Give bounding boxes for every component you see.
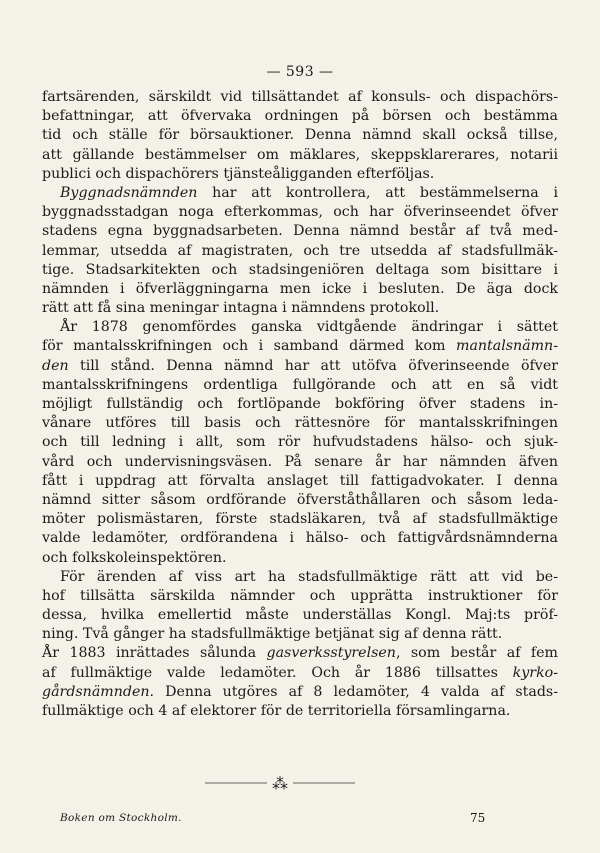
line-text: befattningar, att öfvervaka ordningen på börsen och bestämma [42,108,558,125]
text-line [42,491,558,510]
text-line [42,337,558,356]
body-text [42,88,558,721]
line-text: För ärenden af viss art ha stadsfullmäktige rätt att vid be- [60,568,558,585]
line-text: valde ledamöter, ordförandena i hälso- och fattigvårdsnämnderna [42,530,558,547]
line-text: fått i uppdrag att förvalta anslaget till fattigadvokater. I denna [42,472,558,489]
line-text: nämnden i öfverläggningarna men icke i besluten. De äga dock [42,280,558,297]
text-line [42,606,558,625]
line-text: lemmar, utsedda af magistraten, och tre utsedda af stadsfullmäk- [42,242,558,259]
text-line [42,664,558,683]
page-number: — 593 — [266,64,334,80]
italic-term: mantalsnämn- [455,338,558,355]
italic-term: den [42,357,69,374]
line-text: att gällande bestämmelser om mäklares, skeppsklarerares, notarii [42,146,558,163]
line-text: Denna utgöres af 8 ledamöter, 4 valda af stads- [154,683,558,700]
line-text: och folkskoleinspektören. [42,549,227,566]
text-line [42,702,558,721]
text-line [42,299,558,318]
line-text: vånare utföres till basis och rättesnöre för mantalsskrifningen [42,415,558,432]
svg-text:⁂: ⁂ [272,774,288,793]
line-text: byggnadsstadgan noga efterkommas, och har öfverinseendet öfver [42,204,558,221]
text-line [42,453,558,472]
text-line [42,414,558,433]
line-text: möjligt fullständig och fortlöpande bokföring öfver stadens in- [42,396,558,412]
text-line [42,510,558,529]
text-line [42,146,558,165]
line-text: dessa, hvilka emellertid måste underställas Kongl. Maj:ts pröf- [42,607,558,624]
text-line [42,242,558,261]
text-line [42,644,558,663]
line-text: mantalsskrifningens ordentliga fullgörande och att en så vidt [42,376,558,393]
line-text: fullmäktige och 4 af elektorer för de territoriella församlingarna. [42,703,511,719]
text-line [42,261,558,280]
text-line [42,472,558,491]
text-line [42,357,558,376]
line-text: År 1883 inrättades sålunda [42,645,267,662]
italic-term: gasverksstyrelsen [266,645,396,662]
text-line [42,587,558,606]
italic-term: Byggnadsnämnden [60,184,198,201]
text-line [42,318,558,337]
text-line [42,165,558,184]
line-text: vård och undervisningsväsen. På senare år har nämnden äfven [42,453,558,470]
line-text: stadens egna byggnadsarbeten. Denna nämnd består af två med- [42,223,558,240]
footer-signature-mark: 75 [470,811,486,825]
line-text: nämnd sitter såsom ordförande öfverståthållaren och såsom leda- [42,491,558,508]
line-text: till stånd. Denna nämnd har att utöfva öfverinseende öfver [68,357,558,374]
line-text: publici och dispachörers tjänsteåligganden efterföljas. [42,165,435,182]
line-text: har att kontrollera, att bestämmelserna i [197,184,558,201]
line-text: rätt att få sina meningar intagna i nämndens protokoll. [42,300,440,317]
italic-term: kyrko- [512,664,558,681]
italic-term: gårdsnämnden. [42,683,154,700]
line-text: År 1878 genomfördes ganska vidtgående ändringar i sättet [60,319,558,336]
line-text: tid och ställe för börsauktioner. Denna nämnd skall också tillse, [42,127,558,144]
line-text: , som består af fem [395,645,558,662]
line-text: fartsärenden, särskildt vid tillsättandet af konsuls- och dispachörs- [42,89,558,105]
text-line [42,568,558,587]
text-line [42,184,558,203]
line-text: och till ledning i allt, som rör hufvudstadens hälso- och sjuk- [42,434,558,451]
footer-book-title: Boken om Stockholm. [60,812,182,824]
line-text: af fullmäktige valde ledamöter. Och år 1886 tillsattes [42,664,513,681]
line-text: tige. Stadsarkitekten och stadsingeniören deltaga som bisittare i [42,261,558,278]
text-line [42,549,558,568]
text-line [42,376,558,395]
line-text: möter polismästaren, förste stadsläkaren, två af stadsfullmäktige [42,511,558,528]
text-line [42,683,558,702]
text-line [42,126,558,145]
text-line [42,203,558,222]
text-line [42,107,558,126]
asterism-ornament-icon [205,772,355,794]
line-text: för mantalsskrifningen och i samband därmed kom [42,338,456,355]
line-text: hof tillsätta särskilda nämnder och upprätta instruktioner för [42,587,558,604]
text-line [42,88,558,107]
text-line [42,280,558,299]
text-line [42,433,558,452]
line-text: ning. Två gånger ha stadsfullmäktige betjänat sig af denna rätt. [42,626,503,643]
text-line [42,529,558,548]
text-line [42,625,558,644]
text-line [42,222,558,241]
text-line [42,395,558,414]
